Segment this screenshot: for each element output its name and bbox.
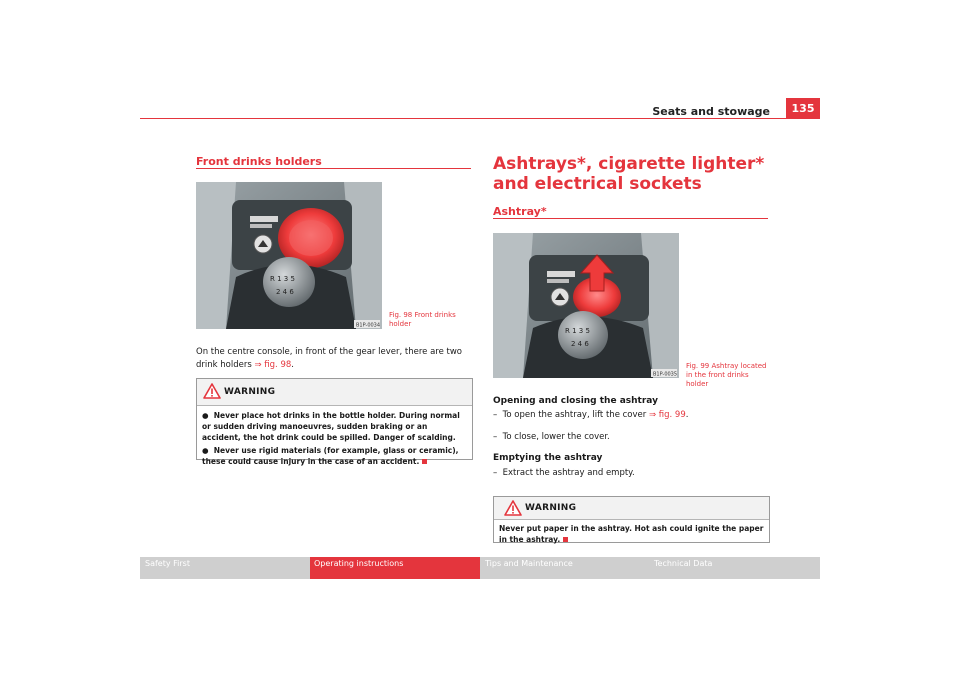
left-body-paragraph: On the centre console, in front of the gear lever, there are two drink holders ⇒ fig. 98.: [196, 347, 462, 370]
warning-title: WARNING: [224, 387, 276, 397]
fig-99-reference-link[interactable]: ⇒ fig. 99: [648, 410, 686, 420]
warning-header: [494, 497, 769, 520]
left-body-text: On the centre console, in front of the gear lever, there are two drink holders: [196, 347, 462, 370]
warning-item: ● Never use rigid materials (for example, glass or ceramic), these could cause injury in the case of an accident.: [202, 446, 459, 466]
subheading-opening-closing: Opening and closing the ashtray: [493, 396, 658, 406]
figure-98-caption: Fig. 98 Front drinks holder: [389, 311, 456, 328]
section-title-front-drinks-holders: Front drinks holders: [196, 155, 322, 168]
subheading-emptying: Emptying the ashtray: [493, 453, 603, 463]
figure-99-ashtray-image: [493, 233, 679, 378]
warning-title: WARNING: [525, 503, 577, 513]
section-title-ashtray: Ashtray*: [493, 205, 547, 218]
end-of-section-icon: [422, 459, 427, 464]
warning-body: [197, 406, 472, 472]
end-of-section-icon: [563, 537, 568, 542]
section-divider: [493, 218, 768, 219]
svg-text:2 4 6: 2 4 6: [276, 288, 294, 296]
fig-98-reference-link[interactable]: ⇒ fig. 98: [254, 360, 292, 370]
warning-header: [197, 379, 472, 406]
tab-tips-and-maintenance[interactable]: Tips and Maintenance: [485, 559, 573, 568]
footer-nav: [140, 557, 820, 579]
warning-body: Never put paper in the ashtray. Hot ash could ignite the paper in the ashtray.: [499, 524, 764, 544]
warning-item: ● Never place hot drinks in the bottle holder. During normal or sudden driving manoeuvres, sudden braking or an accident, the hot drink could be spilled. Danger of scalding.: [202, 411, 460, 442]
figure-99-caption: Fig. 99 Ashtray located in the front drinks holder: [686, 362, 767, 388]
svg-text:R 1 3 5: R 1 3 5: [270, 275, 295, 283]
warning-box-drinks: [196, 378, 473, 466]
warning-triangle-icon: [203, 383, 221, 399]
step-open-ashtray: – To open the ashtray, lift the cover ⇒ fig. 99.: [493, 410, 689, 420]
warning-box-ashtray: [493, 496, 770, 543]
section-divider: [196, 168, 471, 169]
tab-safety-first[interactable]: Safety First: [145, 559, 190, 568]
page-number: 135: [786, 98, 820, 119]
step-empty-ashtray: – Extract the ashtray and empty.: [493, 468, 635, 478]
figure-99-code: B1P-0035: [653, 371, 678, 378]
warning-triangle-icon: [504, 500, 522, 516]
step-close-ashtray: – To close, lower the cover.: [493, 432, 610, 442]
tab-technical-data[interactable]: Technical Data: [654, 559, 713, 568]
svg-text:R 1 3 5: R 1 3 5: [565, 327, 590, 335]
figure-98-drinks-holder-image: [196, 182, 382, 329]
figure-98-code: B1P-0034: [356, 322, 381, 329]
header-divider: [140, 118, 820, 119]
running-header-title: Seats and stowage: [652, 105, 770, 118]
chapter-title: Ashtrays*, cigarette lighter* and electrical sockets: [493, 154, 765, 194]
tab-operating-instructions[interactable]: Operating instructions: [310, 557, 480, 579]
svg-text:2 4 6: 2 4 6: [571, 340, 589, 348]
